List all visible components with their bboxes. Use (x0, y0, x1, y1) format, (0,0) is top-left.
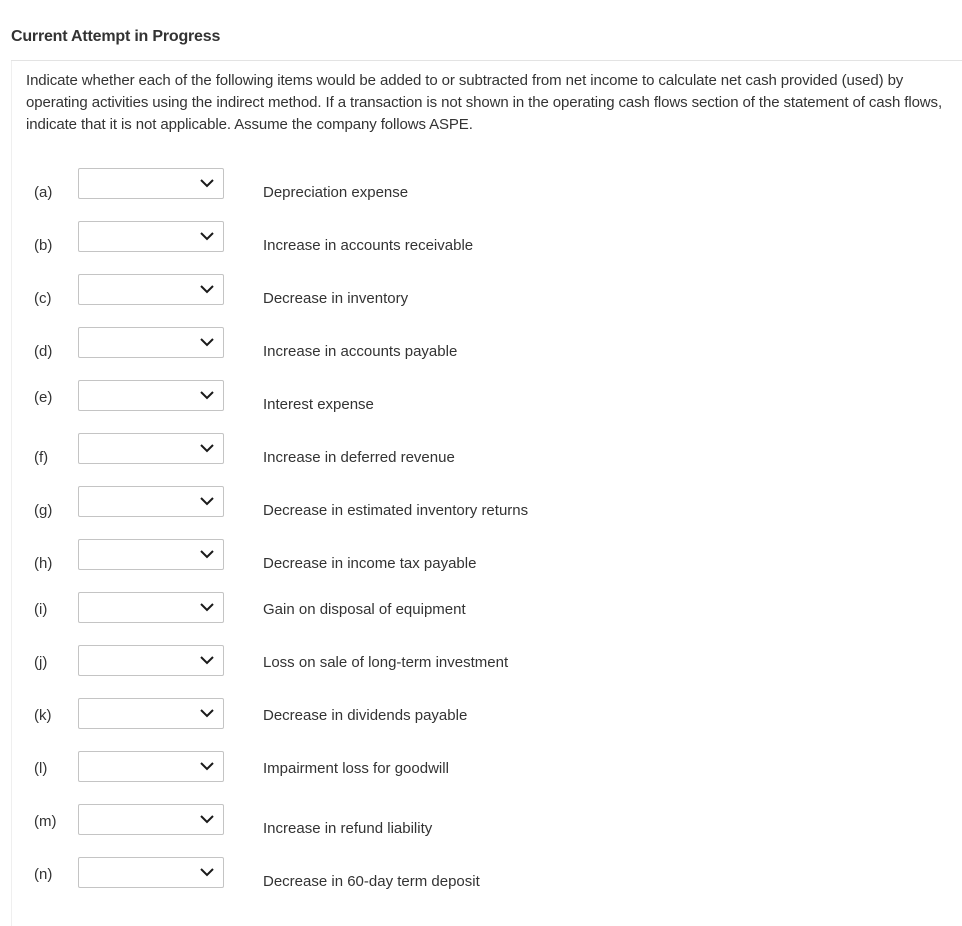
item-description: Increase in accounts receivable (263, 237, 474, 254)
item-row-g (0, 486, 962, 526)
question-instructions: Indicate whether each of the following items would be added to or subtracted from net income to calculate net cash provided (used) by operating activities using the indirect method. If a transaction is not shown in the operating cash flows section of the statement of cash flows, indicate that it is not applicable. Assume the company follows ASPE. (26, 72, 943, 133)
item-e-dropdown[interactable] (78, 380, 224, 411)
item-description: Decrease in income tax payable (263, 555, 477, 572)
item-n-dropdown[interactable] (78, 857, 224, 888)
item-description: Decrease in 60-day term deposit (263, 873, 480, 890)
item-row-k (0, 698, 962, 738)
item-description: Loss on sale of long-term investment (263, 654, 509, 671)
chevron-down-icon (199, 867, 215, 877)
item-label: (g) (34, 502, 53, 519)
item-row-h (0, 539, 962, 579)
item-b-dropdown[interactable] (78, 221, 224, 252)
item-label: (a) (34, 184, 53, 201)
item-row-i (0, 592, 962, 632)
item-row-b (0, 221, 962, 261)
item-j-dropdown[interactable] (78, 645, 224, 676)
item-row-f (0, 433, 962, 473)
chevron-down-icon (199, 443, 215, 453)
chevron-down-icon (199, 708, 215, 718)
item-label: (h) (34, 555, 53, 572)
item-description: Decrease in estimated inventory returns (263, 502, 529, 519)
item-row-a (0, 168, 962, 208)
item-d-dropdown[interactable] (78, 327, 224, 358)
item-i-dropdown[interactable] (78, 592, 224, 623)
item-label: (f) (34, 449, 49, 466)
chevron-down-icon (199, 761, 215, 771)
item-row-c (0, 274, 962, 314)
chevron-down-icon (199, 655, 215, 665)
item-description: Decrease in dividends payable (263, 707, 468, 724)
item-c-dropdown[interactable] (78, 274, 224, 305)
chevron-down-icon (199, 284, 215, 294)
item-description: Depreciation expense (263, 184, 409, 201)
item-label: (c) (34, 290, 52, 307)
attempt-status-title: Current Attempt in Progress (11, 28, 221, 45)
item-m-dropdown[interactable] (78, 804, 224, 835)
chevron-down-icon (199, 602, 215, 612)
item-row-j (0, 645, 962, 685)
chevron-down-icon (199, 178, 215, 188)
item-description: Increase in refund liability (263, 820, 433, 837)
chevron-down-icon (199, 549, 215, 559)
chevron-down-icon (199, 496, 215, 506)
item-description: Increase in deferred revenue (263, 449, 455, 466)
item-label: (n) (34, 866, 53, 883)
item-g-dropdown[interactable] (78, 486, 224, 517)
item-row-e (0, 380, 962, 420)
item-label: (k) (34, 707, 52, 724)
item-label: (l) (34, 760, 48, 777)
item-row-m (0, 804, 962, 844)
item-k-dropdown[interactable] (78, 698, 224, 729)
chevron-down-icon (199, 390, 215, 400)
chevron-down-icon (199, 231, 215, 241)
item-row-l (0, 751, 962, 791)
item-a-dropdown[interactable] (78, 168, 224, 199)
item-description: Decrease in inventory (263, 290, 409, 307)
item-h-dropdown[interactable] (78, 539, 224, 570)
item-description: Impairment loss for goodwill (263, 760, 449, 777)
item-label: (j) (34, 654, 48, 671)
item-row-d (0, 327, 962, 367)
item-label: (i) (34, 601, 48, 618)
item-description: Gain on disposal of equipment (263, 601, 466, 618)
item-f-dropdown[interactable] (78, 433, 224, 464)
chevron-down-icon (199, 814, 215, 824)
item-description: Interest expense (263, 396, 374, 413)
item-label: (b) (34, 237, 53, 254)
item-l-dropdown[interactable] (78, 751, 224, 782)
item-description: Increase in accounts payable (263, 343, 458, 360)
item-label: (d) (34, 343, 53, 360)
item-label: (m) (34, 813, 57, 830)
chevron-down-icon (199, 337, 215, 347)
item-label: (e) (34, 389, 53, 406)
item-row-n (0, 857, 962, 897)
